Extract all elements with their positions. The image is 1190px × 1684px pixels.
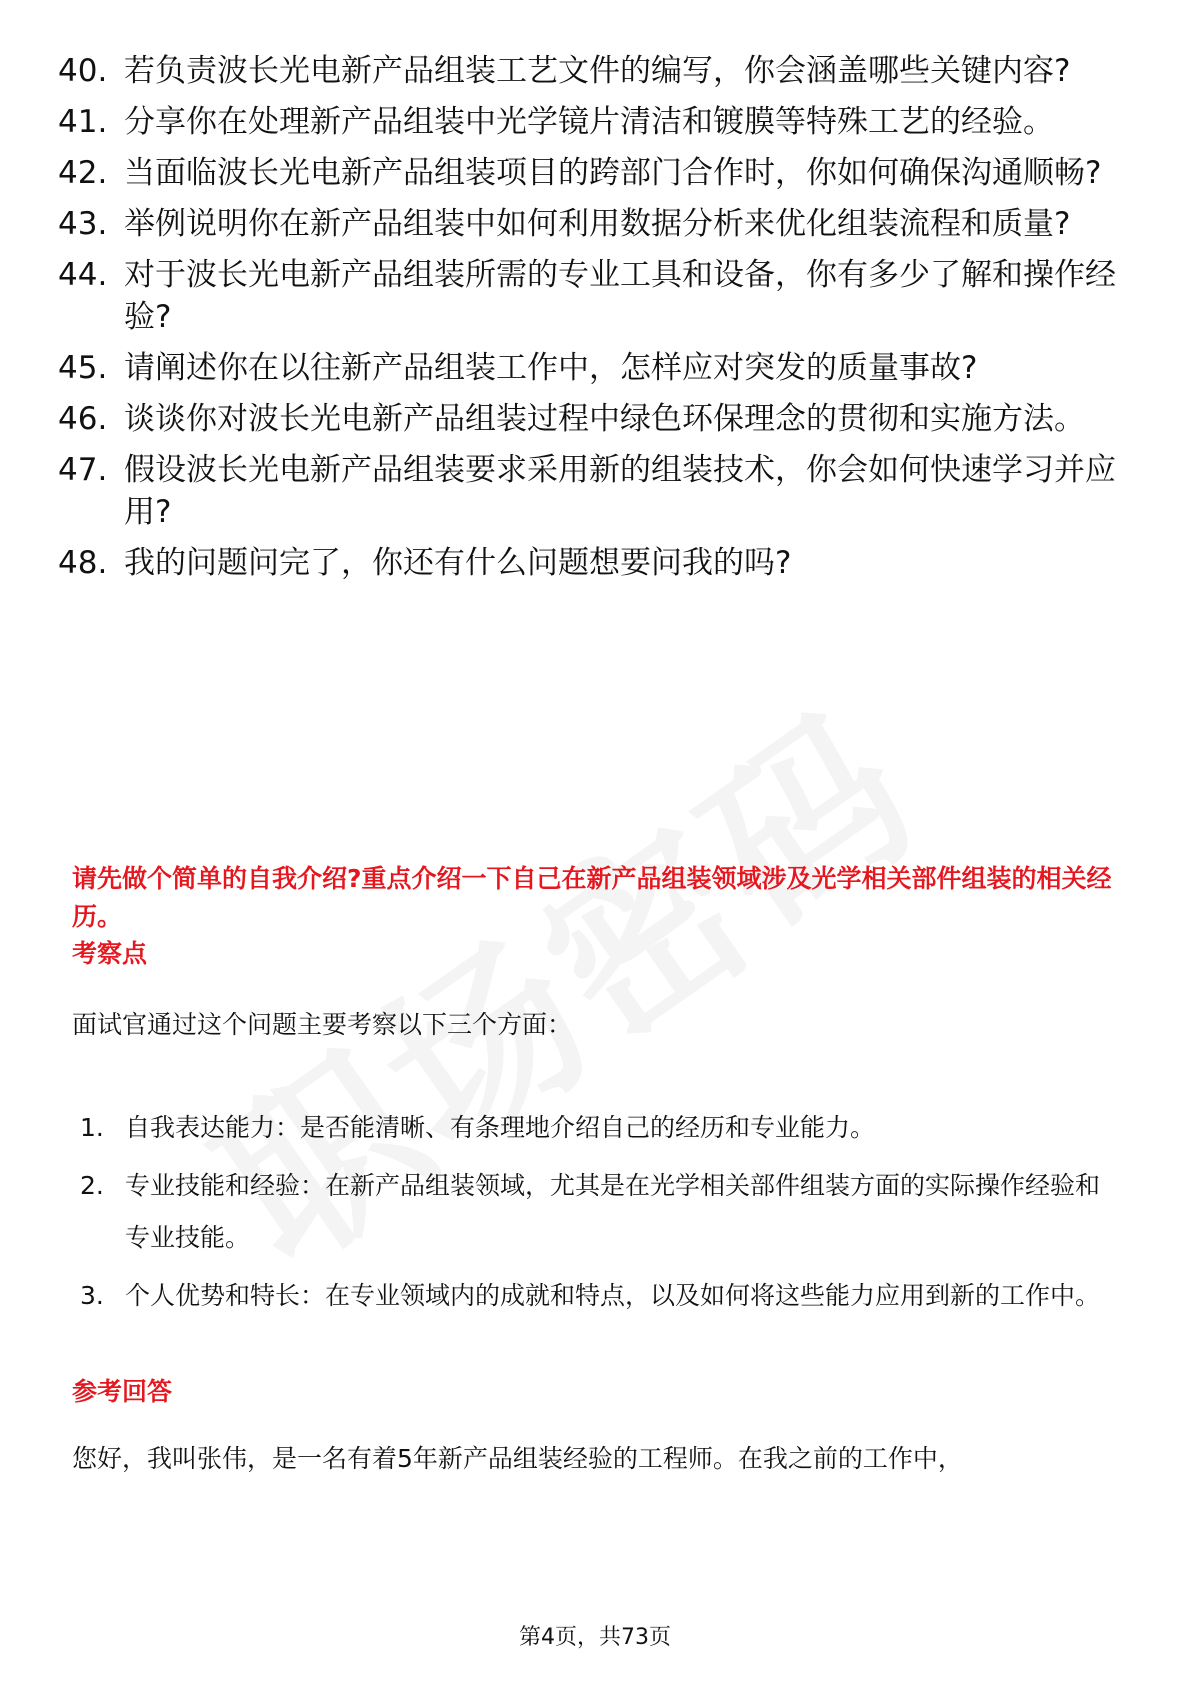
question-text: 举例说明你在新产品组装中如何利用数据分析来优化组装流程和质量? [124,206,1071,242]
question-text: 分享你在处理新产品组装中光学镜片清洁和镀膜等特殊工艺的经验。 [124,104,1054,140]
question-number: 44. [58,257,108,293]
question-item [58,398,1118,440]
featured-question: 请先做个简单的自我介绍?重点介绍一下自己在新产品组装领域涉及光学相关部件组装的相关经历。 [72,864,1112,931]
question-item [58,449,1118,533]
point-item [72,1102,1122,1154]
question-number: 40. [58,53,108,89]
question-number: 41. [58,104,108,140]
question-text: 谈谈你对波长光电新产品组装过程中绿色环保理念的贯彻和实施方法。 [124,401,1085,437]
question-item [58,152,1118,194]
point-item [72,1160,1122,1264]
question-number: 46. [58,401,108,437]
answer-text: 您好，我叫张伟，是一名有着5年新产品组装经验的工程师。在我之前的工作中， [72,1444,963,1473]
question-text: 若负责波长光电新产品组装工艺文件的编写，你会涵盖哪些关键内容? [124,53,1071,89]
page-footer: 第4页，共73页 [519,1625,671,1650]
question-text: 我的问题问完了，你还有什么问题想要问我的吗? [124,545,792,581]
question-item [58,542,1118,584]
point-text: 个人优势和特长：在专业领域内的成就和特点，以及如何将这些能力应用到新的工作中。 [125,1281,1101,1310]
question-number: 45. [58,350,108,386]
question-number: 47. [58,452,108,488]
point-number: 3. [80,1281,104,1310]
question-text: 当面临波长光电新产品组装项目的跨部门合作时，你如何确保沟通顺畅? [124,155,1102,191]
inspection-points [72,1102,1122,1328]
question-number: 43. [58,206,108,242]
point-number: 2. [80,1171,104,1200]
question-item [58,203,1118,245]
question-item [58,347,1118,389]
point-number: 1. [80,1113,104,1142]
question-item [58,254,1118,338]
answer-title: 参考回答 [72,1377,173,1406]
question-text: 假设波长光电新产品组装要求采用新的组装技术，你会如何快速学习并应用? [124,452,1116,530]
question-item [58,50,1118,92]
question-text: 对于波长光电新产品组装所需的专业工具和设备，你有多少了解和操作经验? [124,257,1116,335]
question-number: 48. [58,545,108,581]
inspection-intro: 面试官通过这个问题主要考察以下三个方面： [72,1010,573,1039]
inspection-title: 考察点 [72,939,148,968]
point-text: 自我表达能力：是否能清晰、有条理地介绍自己的经历和专业能力。 [125,1113,876,1142]
question-item [58,101,1118,143]
question-number: 42. [58,155,108,191]
question-text: 请阐述你在以往新产品组装工作中，怎样应对突发的质量事故? [124,350,978,386]
point-text: 专业技能和经验：在新产品组装领域，尤其是在光学相关部件组装方面的实际操作经验和专业技能。 [125,1171,1101,1252]
point-item [72,1270,1122,1322]
question-list [58,50,1118,593]
